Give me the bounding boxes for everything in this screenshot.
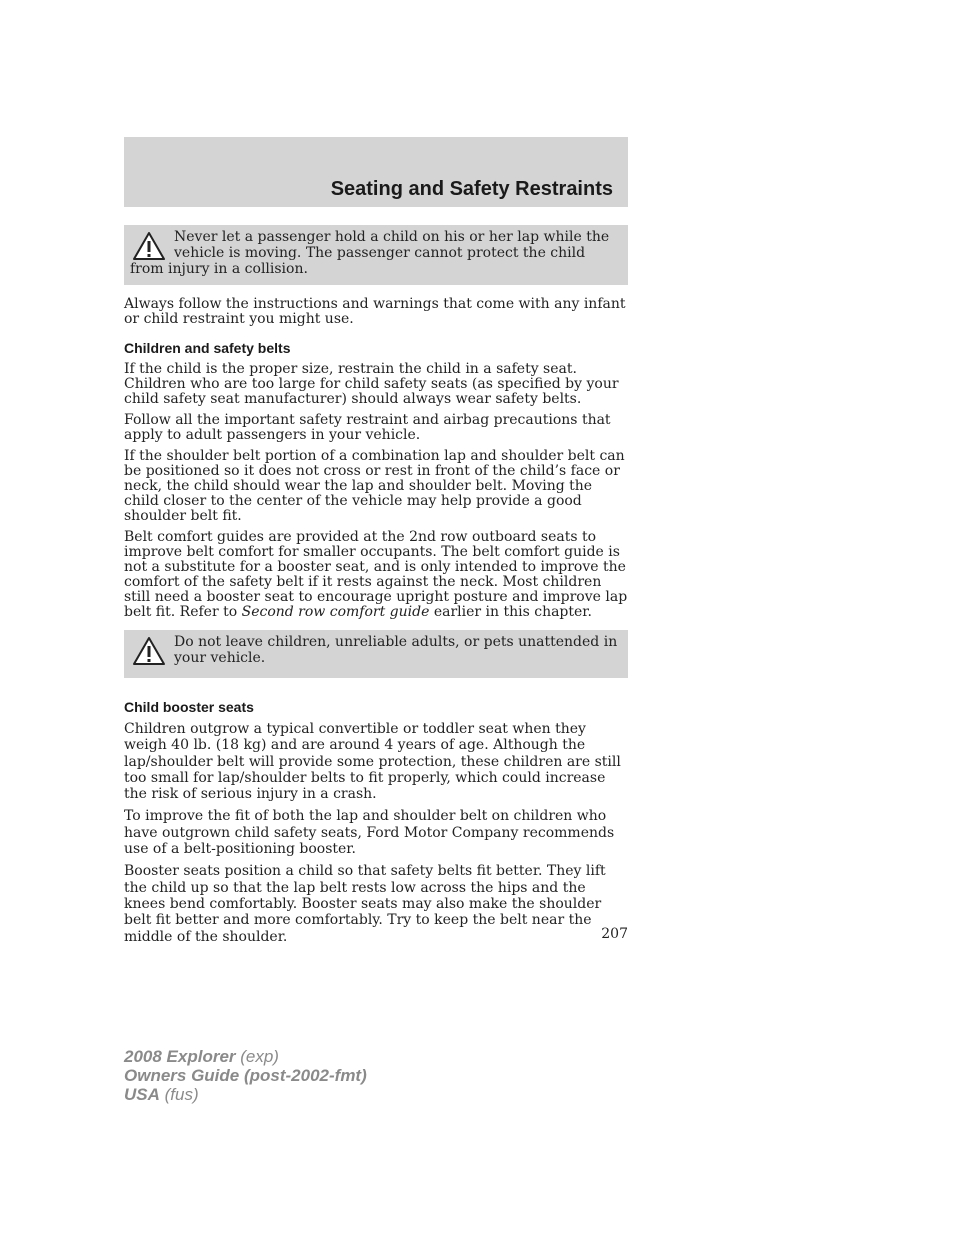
warning-text: Never let a passenger hold a child on his or her lap while the vehicle is moving. The passenger cannot protect the child from injury in a collision. xyxy=(130,229,610,277)
footer-model-code: (exp) xyxy=(235,1047,279,1066)
page-content xyxy=(124,225,628,951)
page-title: Seating and Safety Restraints xyxy=(330,178,613,200)
warning-triangle-icon xyxy=(132,636,166,666)
footer-market: USA xyxy=(124,1085,160,1104)
warning-box-lap xyxy=(124,225,628,285)
text: Belt comfort guides are provided at the 2nd row outboard seats to improve belt comfort for smaller occupants. The belt comfort guide is not a substitute for a booster seat, and is only intended to improve the comfort of the safety belt if it rests against the neck. Most children still need a booster seat to encourage upright posture and improve lap belt fit. Refer to xyxy=(124,529,628,620)
heading-children-safety-belts: Children and safety belts xyxy=(124,340,291,356)
warning-triangle-icon xyxy=(132,231,166,261)
warning-text: Do not leave children, unreliable adults, or pets unattended in your vehicle. xyxy=(174,634,618,666)
document-footer xyxy=(124,1047,367,1104)
paragraph: Booster seats position a child so that safety belts fit better. They lift the child up so that the lap belt rests low across the hips and the knees bend comfortably. Booster seats may also make the shoulder belt fit better and more comfortably. Try to keep the belt near the middle of the shoulder. xyxy=(124,863,606,945)
footer-line-guide xyxy=(124,1066,367,1085)
paragraph: Children outgrow a typical convertible or toddler seat when they weigh 40 lb. (18 kg) and are around 4 years of age. Although the lap/shoulder belt will provide some protection, these children are still too small for lap/shoulder belts to fit properly, which could increase the risk of serious injury in a crash. xyxy=(124,721,621,803)
paragraph: Follow all the important safety restraint and airbag precautions that apply to adult passengers in your vehicle. xyxy=(124,412,611,443)
heading-child-booster-seats: Child booster seats xyxy=(124,699,254,715)
intro-paragraph: Always follow the instructions and warnings that come with any infant or child restraint you might use. xyxy=(124,296,626,327)
paragraph: If the child is the proper size, restrain the child in a safety seat. Children who are too large for child safety seats (as specified by your child safety seat manufacturer) should always wear safety belts. xyxy=(124,361,619,407)
comfort-guide-reference: Second row comfort guide xyxy=(241,604,430,620)
text: earlier in this chapter. xyxy=(429,604,592,620)
footer-market-code: (fus) xyxy=(159,1085,199,1104)
paragraph: To improve the fit of both the lap and shoulder belt on children who have outgrown child safety seats, Ford Motor Company recommends use of a belt-positioning booster. xyxy=(124,808,615,858)
paragraph-comfort-guide xyxy=(124,530,628,620)
paragraph: If the shoulder belt portion of a combination lap and shoulder belt can be positioned so it does not cross or rest in front of the child’s face or neck, the child should wear the lap and shoulder belt. Moving the child closer to the center of the vehicle may help provide a good shoulder belt fit. xyxy=(124,448,625,524)
page-number: 207 xyxy=(601,926,628,942)
footer-model: 2008 Explorer xyxy=(124,1047,236,1066)
footer-line-model xyxy=(124,1047,367,1066)
footer-line-market xyxy=(124,1085,367,1104)
warning-box-unattended xyxy=(124,630,628,678)
section-header xyxy=(124,137,628,207)
footer-guide: Owners Guide (post-2002-fmt) xyxy=(124,1066,367,1085)
